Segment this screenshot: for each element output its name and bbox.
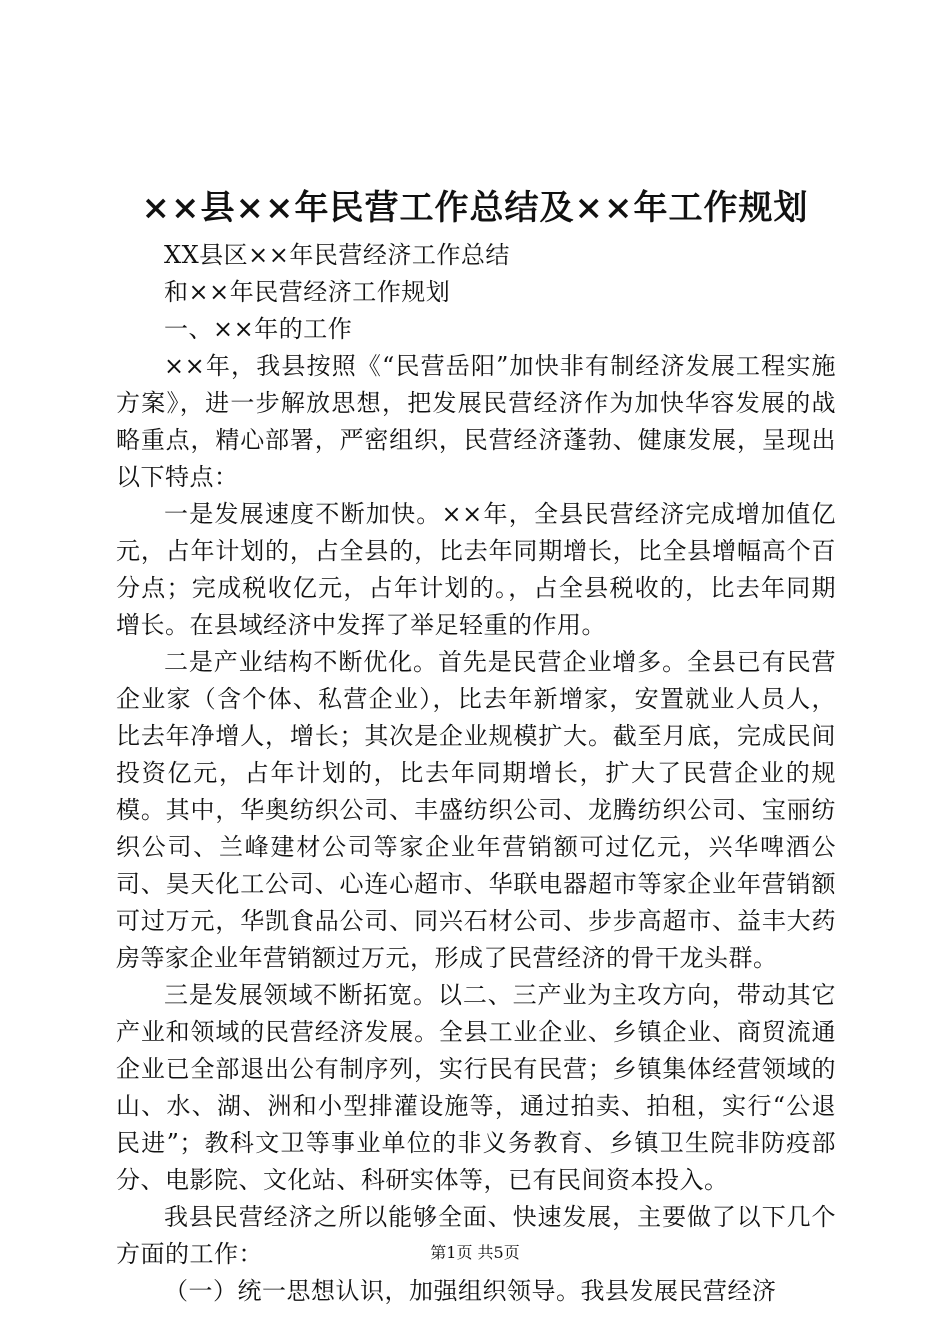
page-footer: 第1页 共5页	[430, 1243, 520, 1262]
paragraph-summary: 我县民营经济之所以能够全面、快速发展，主要做了以下几个方面的工作：	[116, 1203, 836, 1268]
paragraph-intro: ××年，我县按照《“民营岳阳”加快非有制经济发展工程实施方案》，进一步解放思想，把发展民营经济作为加快华容发展的战略重点，精心部署，严密组织，民营经济蓬勃、健康发展，呈现出以下特点：	[116, 352, 836, 491]
paragraph-point-3: 三是发展领域不断拓宽。以二、三产业为主攻方向，带动其它产业和领域的民营经济发展。全县工业企业、乡镇企业、商贸流通企业已全部退出公有制序列，实行民有民营；乡镇集体经营领域的山、水、湖、洲和小型排灌设施等，通过拍卖、拍租，实行“公退民进”；教科文卫等事业单位的非义务教育、乡镇卫生院非防疫部分、电影院、文化站、科研实体等，已有民间资本投入。	[116, 981, 836, 1194]
section-heading: 一、××年的工作	[164, 315, 353, 343]
paragraph-subtitle-1: XX县区××年民营经济工作总结	[164, 241, 510, 269]
paragraph-subtitle-2: 和××年民营经济工作规划	[164, 278, 451, 306]
document-title: ××县××年民营工作总结及××年工作规划	[141, 188, 809, 228]
document-body	[116, 237, 836, 1310]
paragraph-subsection-1: （一）统一思想认识，加强组织领导。我县发展民营经济	[164, 1277, 777, 1305]
paragraph-point-1: 一是发展速度不断加快。××年，全县民营经济完成增加值亿元，占年计划的，占全县的，比去年同期增长，比全县增幅高个百分点；完成税收亿元，占年计划的。，占全县税收的，比去年同期增长。在县域经济中发挥了举足轻重的作用。	[116, 500, 836, 639]
paragraph-point-2: 二是产业结构不断优化。首先是民营企业增多。全县已有民营企业家（含个体、私营企业），比去年新增家，安置就业人员人，比去年净增人，增长；其次是企业规模扩大。截至月底，完成民间投资亿元，占年计划的，比去年同期增长，扩大了民营企业的规模。其中，华奥纺织公司、丰盛纺织公司、龙腾纺织公司、宝丽纺织公司、兰峰建材公司等家企业年营销额可过亿元，兴华啤酒公司、昊天化工公司、心连心超市、华联电器超市等家企业年营销额可过万元，华凯食品公司、同兴石材公司、步步高超市、益丰大药房等家企业年营销额过万元，形成了民营经济的骨干龙头群。	[116, 648, 836, 972]
